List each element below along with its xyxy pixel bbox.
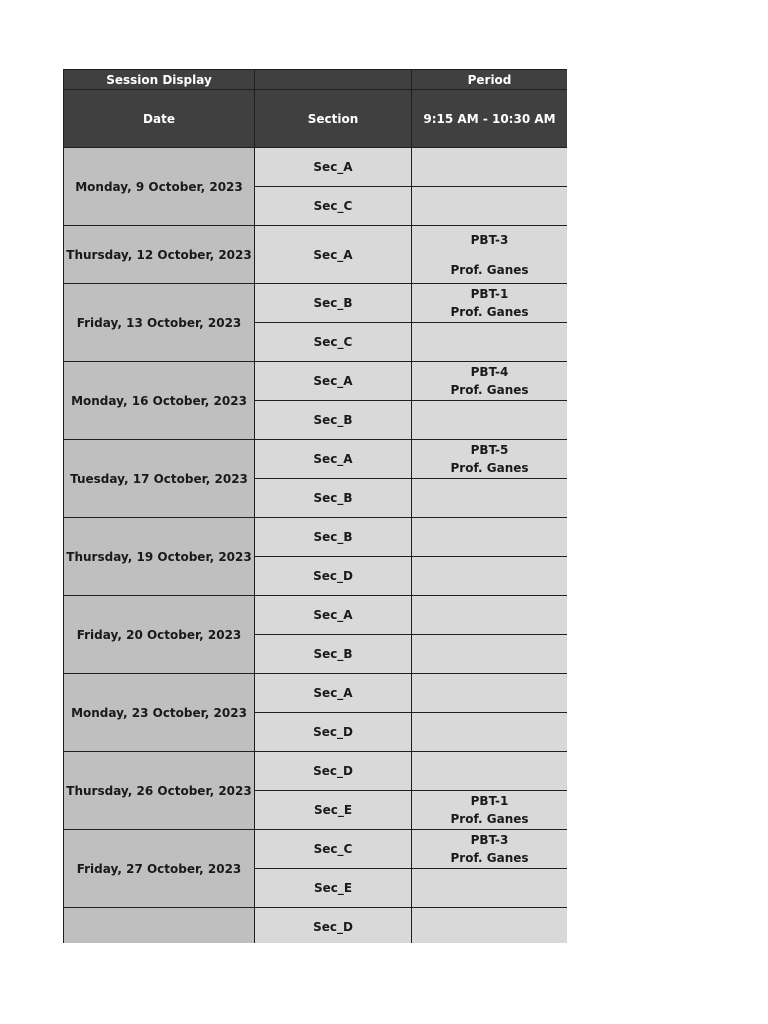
section-cell: Sec_C	[255, 323, 412, 362]
date-cell: Friday, 13 October, 2023	[64, 284, 255, 362]
period-cell	[412, 557, 568, 596]
period-cell	[412, 323, 568, 362]
table-row	[64, 752, 568, 791]
period-cell	[412, 752, 568, 791]
section-cell: Sec_B	[255, 284, 412, 323]
date-cell: Tuesday, 17 October, 2023	[64, 440, 255, 518]
header-row-top	[64, 70, 568, 90]
course-code: PBT-3	[470, 833, 509, 847]
period-cell	[412, 362, 568, 401]
period-cell	[412, 713, 568, 752]
date-cell: Thursday, 12 October, 2023	[64, 226, 255, 284]
instructor-name: Prof. Ganes	[450, 851, 529, 865]
date-cell: Monday, 9 October, 2023	[64, 148, 255, 226]
period-cell	[412, 635, 568, 674]
instructor-name: Prof. Ganes	[450, 461, 529, 475]
period-cell	[412, 830, 568, 869]
section-cell: Sec_A	[255, 440, 412, 479]
header-section: Section	[255, 90, 412, 148]
section-cell: Sec_C	[255, 830, 412, 869]
period-cell	[412, 187, 568, 226]
section-cell: Sec_A	[255, 596, 412, 635]
instructor-name: Prof. Ganes	[450, 812, 529, 826]
period-cell	[412, 226, 568, 284]
date-cell	[64, 908, 255, 944]
section-cell: Sec_B	[255, 518, 412, 557]
period-cell	[412, 401, 568, 440]
period-cell	[412, 148, 568, 187]
schedule-sheet	[63, 69, 567, 943]
course-code: PBT-1	[470, 794, 509, 808]
date-cell: Monday, 23 October, 2023	[64, 674, 255, 752]
period-cell	[412, 791, 568, 830]
period-cell	[412, 440, 568, 479]
period-cell	[412, 284, 568, 323]
course-code: PBT-4	[470, 365, 509, 379]
period-cell	[412, 596, 568, 635]
section-cell: Sec_A	[255, 362, 412, 401]
section-cell: Sec_A	[255, 674, 412, 713]
period-cell	[412, 869, 568, 908]
period-cell	[412, 479, 568, 518]
table-row	[64, 226, 568, 284]
section-cell: Sec_D	[255, 908, 412, 944]
instructor-name: Prof. Ganes	[450, 262, 529, 277]
section-cell: Sec_D	[255, 752, 412, 791]
header-period: Period	[412, 70, 568, 90]
schedule-table	[63, 69, 567, 943]
date-cell: Friday, 27 October, 2023	[64, 830, 255, 908]
date-cell: Thursday, 19 October, 2023	[64, 518, 255, 596]
table-row	[64, 440, 568, 479]
period-cell	[412, 518, 568, 557]
instructor-name: Prof. Ganes	[450, 383, 529, 397]
section-cell: Sec_B	[255, 479, 412, 518]
section-cell: Sec_A	[255, 148, 412, 187]
section-cell: Sec_C	[255, 187, 412, 226]
section-cell: Sec_D	[255, 713, 412, 752]
course-code: PBT-5	[470, 443, 509, 457]
header-blank	[255, 70, 412, 90]
date-cell: Friday, 20 October, 2023	[64, 596, 255, 674]
course-code: PBT-3	[470, 232, 509, 247]
schedule-body	[64, 148, 568, 944]
header-date: Date	[64, 90, 255, 148]
period-cell	[412, 674, 568, 713]
section-cell: Sec_B	[255, 635, 412, 674]
table-row	[64, 596, 568, 635]
header-time-slot: 9:15 AM - 10:30 AM	[412, 90, 568, 148]
section-cell: Sec_D	[255, 557, 412, 596]
table-row	[64, 674, 568, 713]
period-cell	[412, 908, 568, 944]
date-cell: Monday, 16 October, 2023	[64, 362, 255, 440]
table-row	[64, 362, 568, 401]
section-cell: Sec_B	[255, 401, 412, 440]
table-row	[64, 518, 568, 557]
section-cell: Sec_E	[255, 869, 412, 908]
table-row	[64, 830, 568, 869]
instructor-name: Prof. Ganes	[450, 305, 529, 319]
date-cell: Thursday, 26 October, 2023	[64, 752, 255, 830]
table-row	[64, 908, 568, 944]
table-row	[64, 148, 568, 187]
section-cell: Sec_E	[255, 791, 412, 830]
header-session-display: Session Display	[64, 70, 255, 90]
table-row	[64, 284, 568, 323]
section-cell: Sec_A	[255, 226, 412, 284]
header-row-columns	[64, 90, 568, 148]
course-code: PBT-1	[470, 287, 509, 301]
